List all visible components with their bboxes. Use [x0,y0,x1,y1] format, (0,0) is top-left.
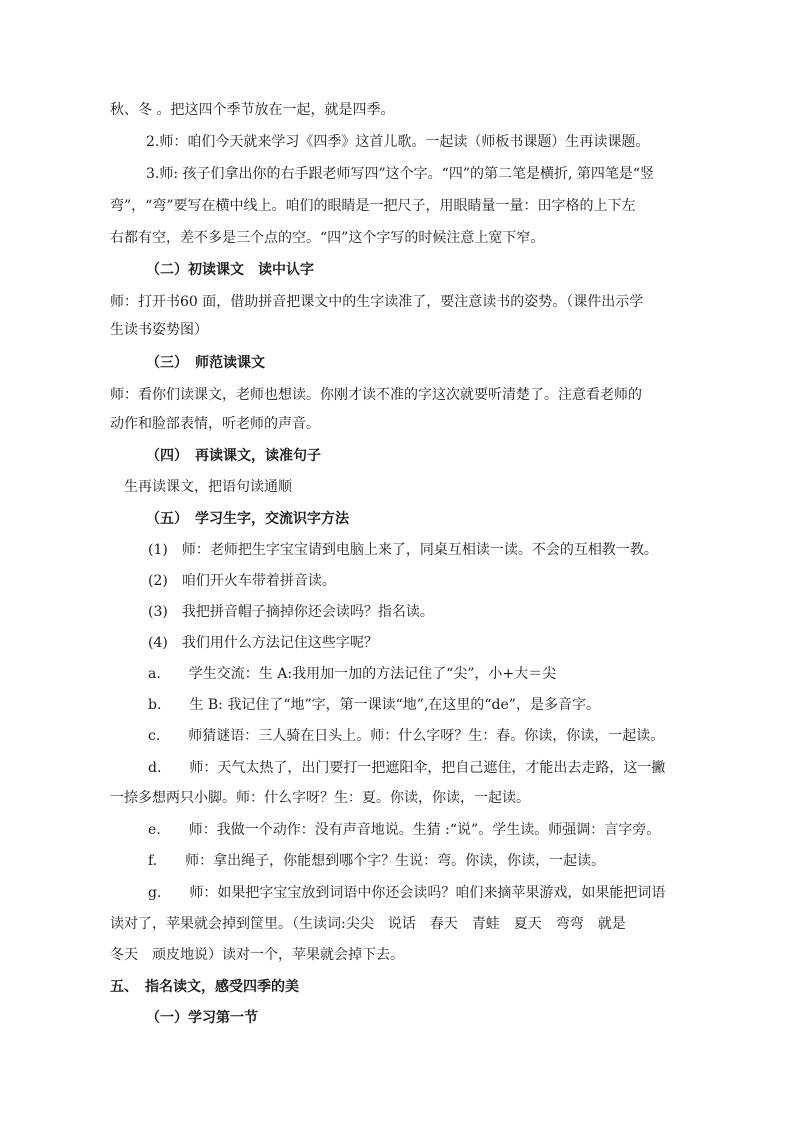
list-item: a. 学生交流：生 A:我用加一加的方法记住了“尖”，小+大＝尖 [148,666,557,682]
section-heading: （五） 学习生字，交流识字方法 [146,511,349,527]
text-line: 师：看你们读课文，老师也想读。你刚才读不准的字这次就要听清楚了。注意看老师的 [110,387,642,403]
text-line: 3.师: 孩子们拿出你的右手跟老师写四”这个字。“四”的第二笔是横折, 第四笔是“竖 [146,166,655,182]
text-line: 弯”，“弯”要写在横中线上。咱们的眼睛是一把尺子，用眼睛量一量：田字格的上下左 [110,198,636,214]
text-line: 生再读课文，把语句读通顺 [124,479,292,495]
text-line: 秋、冬 。把这四个季节放在一起，就是四季。 [110,102,395,118]
chapter-heading: 五、 指名读文，感受四季的美 [110,979,299,995]
text-line: 读对了，苹果就会掉到筐里。（生读词:尖尖 说话 春天 青蛙 夏天 弯弯 就是 [110,916,626,932]
list-item: (3) 我把拼音帽子摘掉你还会读吗？指名读。 [148,604,434,620]
text-line: 师：打开书60 面，借助拼音把课文中的生字读准了，要注意读书的姿势。（课件出示学 [110,294,644,310]
list-item: e. 师：我做一个动作：没有声音地说。生猜 :“说”。学生读。师强调：言字旁。 [148,822,661,838]
section-heading: （三） 师范读课文 [146,355,265,371]
text-line: 一捺多想两只小脚。师：什么字呀？生：夏。你读，你读，一起读。 [110,790,530,806]
list-item: b. 生 B: 我记住了“地”字，第一课读“地”,在这里的“de”，是多音字。 [148,697,600,713]
section-heading: （一）学习第一节 [146,1010,258,1026]
text-line: 2.师：咱们今天就来学习《四季》这首儿歌。一起读（师板书课题）生再读课题。 [146,134,650,150]
list-item: (4) 我们用什么方法记住这些字呢？ [148,635,378,651]
list-item: (2) 咱们开火车带着拼音读。 [148,573,336,589]
text-line: 动作和脸部表情，听老师的声音。 [110,416,320,432]
text-line: 生读书姿势图） [110,322,208,338]
list-item: d. 师：天气太热了，出门要打一把遮阳伞，把自己遮住，才能出去走路，这一撇 [148,760,666,776]
list-item: c. 师猜谜语：三人骑在日头上。师：什么字呀？生：春。你读，你读，一起读。 [148,728,665,744]
text-line: 右都有空，差不多是三个点的空。“四”这个字写的时候注意上宽下窄。 [110,230,545,246]
section-heading: （二）初读课文 读中认字 [146,262,314,278]
list-item: g. 师：如果把字宝宝放到词语中你还会读吗？咱们来摘苹果游戏，如果能把词语 [148,885,666,901]
section-heading: （四） 再读课文，读准句子 [146,448,321,464]
list-item: f. 师：拿出绳子，你能想到哪个字？生说：弯。你读，你读，一起读。 [148,853,606,869]
text-line: 冬天 顽皮地说）读对一个，苹果就会掉下去。 [110,947,404,963]
list-item: (1) 师：老师把生字宝宝请到电脑上来了，同桌互相读一读。不会的互相教一教。 [148,542,658,558]
